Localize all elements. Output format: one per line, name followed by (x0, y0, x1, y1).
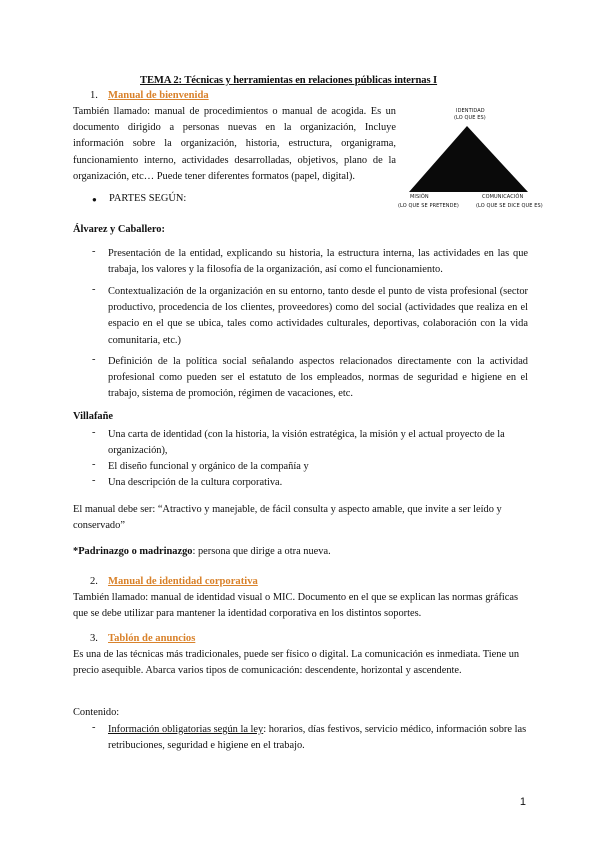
dash-marker: - (92, 475, 96, 486)
list-item-text: Contextualización de la organización en su entorno, tanto desde el punto de vista profesional (sector productivo, procedencia de los clientes, proveedores) como del social (actividades que realiza en el espacio en el que se ubica, tales como actividades culturales, deportivas, colaboración con la vida comunitaria, etc.) (108, 286, 528, 346)
list-item-text: El diseño funcional y orgánico de la compañía y (108, 461, 309, 472)
identity-triangle-diagram (398, 104, 543, 214)
padrinazgo-note (73, 546, 331, 557)
list-item-text: Presentación de la entidad, explicando su historia, la estructura interna, las actividades en las que trabaja, los valores y la filosofía de la organización, así como el funcionamiento. (108, 248, 528, 276)
dash-marker: - (92, 284, 96, 295)
list-item-text: Definición de la política social señalando aspectos relacionados directamente con la actividad profesional como pueden ser el estatuto de los empleados, normas de seguridad e higiene en el trabajo, sistema de promoción, régimen de vacaciones, etc. (108, 356, 528, 400)
triangle-right-label: COMUNICACIÓN (482, 194, 524, 200)
section-3-paragraph: Es una de las técnicas más tradicionales, puede ser físico o digital. La comunicación es inmediata. Tiene un precio asequible. Abarca varios tipos de comunicación: descendente, horizontal y ascendente. (73, 649, 520, 677)
dash-marker: - (92, 722, 96, 733)
section-1-number: 1. (90, 90, 98, 101)
list-item-text: Una descripción de la cultura corporativa. (108, 477, 283, 488)
bullet-icon: ● (92, 195, 97, 204)
page-title: TEMA 2: Técnicas y herramientas en relaciones públicas internas I (140, 75, 438, 86)
triangle-left-sub: (LO QUE SE PRETENDE) (398, 203, 459, 209)
triangle-right-sub: (LO QUE SE DICE QUE ES) (476, 203, 543, 209)
section-1-heading: Manual de bienvenida (108, 90, 209, 101)
padrinazgo-definition: : persona que dirige a otra nueva. (192, 546, 331, 557)
dash-marker: - (92, 427, 96, 438)
manual-quote: El manual debe ser: “Atractivo y manejable, de fácil consulta y aspecto amable, que invite a ser leído y conservado” (73, 504, 502, 532)
section-2-heading: Manual de identidad corporativa (108, 576, 258, 587)
alvarez-heading: Álvarez y Caballero: (73, 224, 165, 235)
triangle-top-label: IDENTIDAD (456, 108, 485, 114)
dash-marker: - (92, 354, 96, 365)
section-3-heading: Tablón de anuncios (108, 633, 196, 644)
contenido-item-term: Información obligatorias según la ley (108, 724, 264, 735)
page-number: 1 (519, 796, 526, 808)
section-2-paragraph: También llamado: manual de identidad visual o MIC. Documento en el que se explican las normas gráficas que se debe utilizar para mantener la identidad corporativa en los distintos soportes. (73, 592, 519, 620)
villafane-heading: Villafañe (73, 411, 114, 422)
contenido-item-rest: : horarios, días festivos, servicio médico, información sobre las retribuciones, seguridad e higiene en el trabajo. (108, 724, 527, 752)
list-item-text: Una carta de identidad (con la historia, la visión estratégica, la misión y el actual proyecto de la organización), (108, 429, 505, 457)
section-1-paragraph: También llamado: manual de procedimientos o manual de acogida. Es un documento dirigido a personas nuevas en la organización, Incluye información sobre la organización, historia, estructura, organigrama, funcionamiento interno, actividades desarrolladas, objetivos, plano de la organización, etc… Puede tener diferentes formatos (papel, digital). (73, 106, 396, 182)
list-item-text (108, 722, 528, 754)
triangle-left-label: MISIÓN (410, 194, 429, 200)
section-2-number: 2. (90, 576, 98, 587)
contenido-label: Contenido: (73, 707, 120, 718)
dash-marker: - (92, 459, 96, 470)
partes-segun-label: PARTES SEGÚN: (109, 193, 187, 204)
section-3-number: 3. (90, 633, 98, 644)
dash-marker: - (92, 246, 96, 257)
triangle-top-sub: (LO QUE ES) (454, 115, 486, 121)
padrinazgo-term: *Padrinazgo o madrinazgo (73, 546, 193, 557)
